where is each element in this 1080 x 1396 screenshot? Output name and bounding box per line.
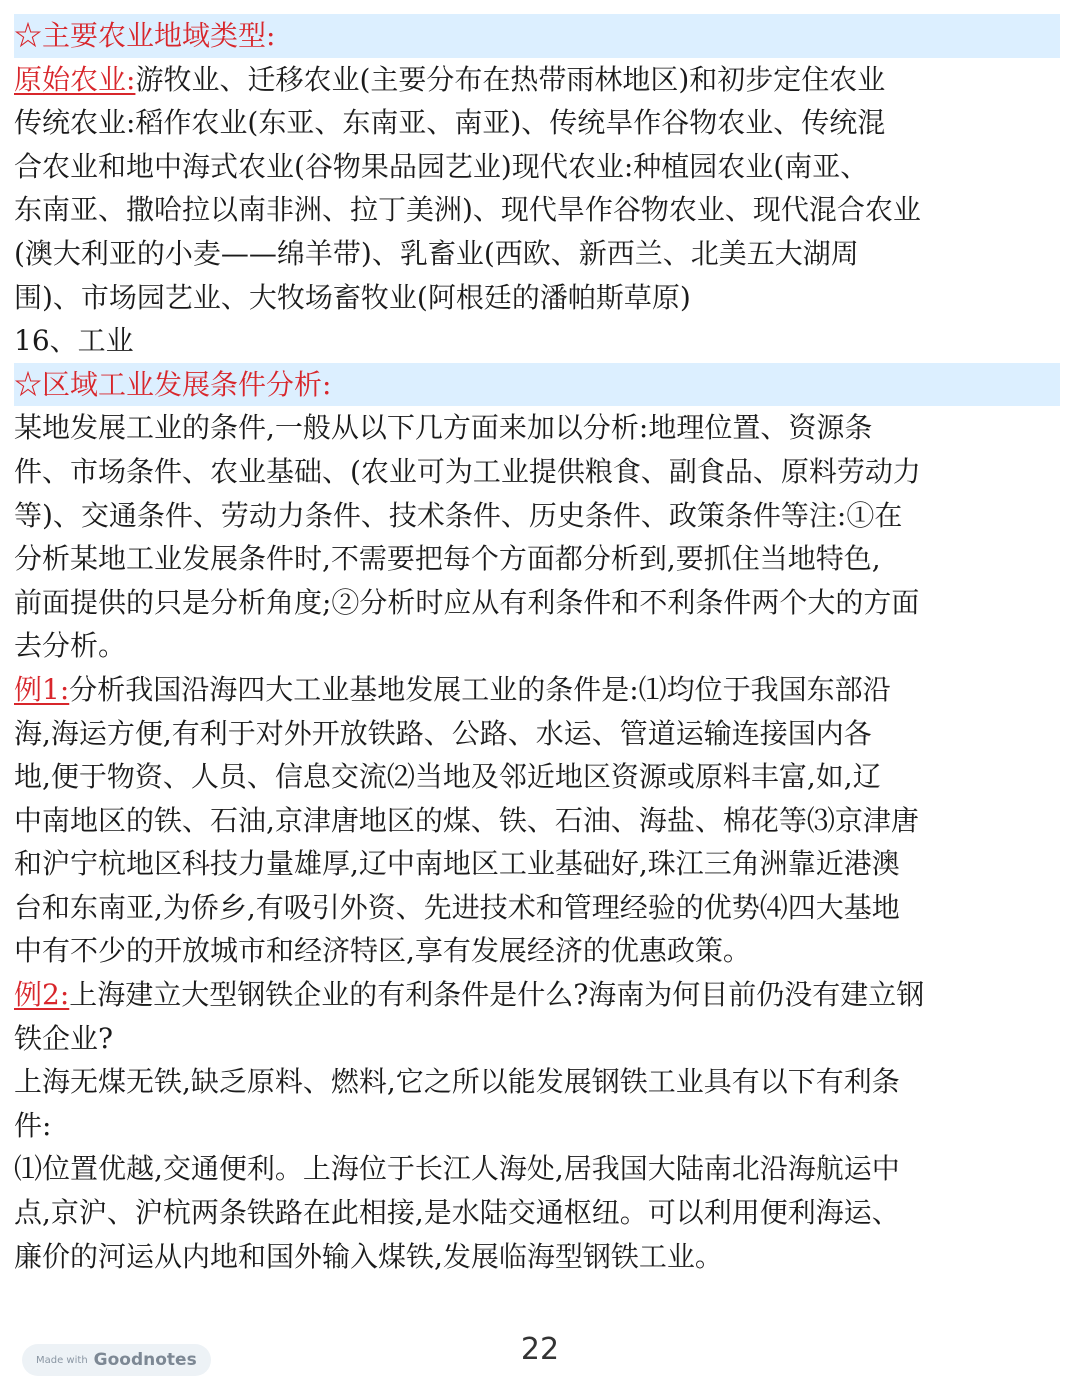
paragraph-line: 件: [14,1108,52,1142]
page-number: 22 [520,1332,560,1367]
paragraph-line: 传统农业:稻作农业(东亚、东南亚、南亚)、传统旱作谷物农业、传统混 [14,106,886,140]
paragraph-line: 东南亚、撒哈拉以南非洲、拉丁美洲)、现代旱作谷物农业、现代混合农业 [14,193,921,227]
paragraph-line: 合农业和地中海式农业(谷物果品园艺业)现代农业:种植园农业(南亚、 [14,149,869,183]
line-text: 游牧业、迁移农业(主要分布在热带雨林地区)和初步定住农业 [135,62,886,96]
paragraph-line [14,58,1060,102]
document-body [14,14,1060,1278]
paragraph-line: 廉价的河运从内地和国外输入煤铁,发展临海型钢铁工业。 [14,1239,723,1273]
paragraph-line: (澳大利亚的小麦——绵羊带)、乳畜业(西欧、新西兰、北美五大湖周 [14,236,859,270]
paragraph-line [14,973,1060,1017]
paragraph-line: 某地发展工业的条件,一般从以下几方面来加以分析:地理位置、资源条 [14,411,873,445]
paragraph-line: 去分析。 [14,629,127,663]
line-text: 上海建立大型钢铁企业的有利条件是什么?海南为何目前仍没有建立钢 [69,978,925,1012]
heading-industrial-conditions: ☆区域工业发展条件分析: [14,363,1060,407]
paragraph-line: 中有不少的开放城市和经济特区,享有发展经济的优惠政策。 [14,934,751,968]
line-text: 分析我国沿海四大工业基地发展工业的条件是:⑴均位于我国东部沿 [69,672,891,706]
example-2-label: 例2: [14,978,70,1012]
section-title-industry: 16、工业 [14,324,134,358]
paragraph-line: 铁企业? [14,1021,114,1055]
paragraph-line: 地,便于物资、人员、信息交流⑵当地及邻近地区资源或原料丰富,如,辽 [14,760,881,794]
goodnotes-logo-text: Goodnotes [93,1350,197,1370]
example-1-label: 例1: [14,672,70,706]
paragraph-line: 分析某地工业发展条件时,不需要把每个方面都分析到,要抓住当地特色, [14,542,881,576]
paragraph-line: 和沪宁杭地区科技力量雄厚,辽中南地区工业基础好,珠江三角洲靠近港澳 [14,847,900,881]
paragraph-line: 海,海运方便,有利于对外开放铁路、公路、水运、管道运输连接国内各 [14,716,872,750]
paragraph-line: ⑴位置优越,交通便利。上海位于长江人海处,居我国大陆南北沿海航运中 [14,1152,900,1186]
paragraph-line: 上海无煤无铁,缺乏原料、燃料,它之所以能发展钢铁工业具有以下有利条 [14,1065,900,1099]
paragraph-line: 台和东南亚,为侨乡,有吸引外资、先进技术和管理经验的优势⑷四大基地 [14,890,900,924]
paragraph-line: 件、市场条件、农业基础、(农业可为工业提供粮食、副食品、原料劳动力 [14,454,921,488]
made-with-label: Made with [36,1354,88,1366]
heading-agriculture-types: ☆主要农业地域类型: [14,14,1060,58]
made-with-goodnotes-badge [22,1344,211,1376]
paragraph-line: 等)、交通条件、劳动力条件、技术条件、历史条件、政策条件等注:①在 [14,498,903,532]
paragraph-line: 点,京沪、沪杭两条铁路在此相接,是水陆交通枢纽。可以利用便利海运、 [14,1196,900,1230]
paragraph-line: 围)、市场园艺业、大牧场畜牧业(阿根廷的潘帕斯草原) [14,280,691,314]
paragraph-line: 中南地区的铁、石油,京津唐地区的煤、铁、石油、海盐、棉花等⑶京津唐 [14,803,919,837]
paragraph-line: 前面提供的只是分析角度;②分析时应从有利条件和不利条件两个大的方面 [14,585,920,619]
term-label-primitive-agriculture: 原始农业: [14,62,136,96]
paragraph-line [14,668,1060,712]
